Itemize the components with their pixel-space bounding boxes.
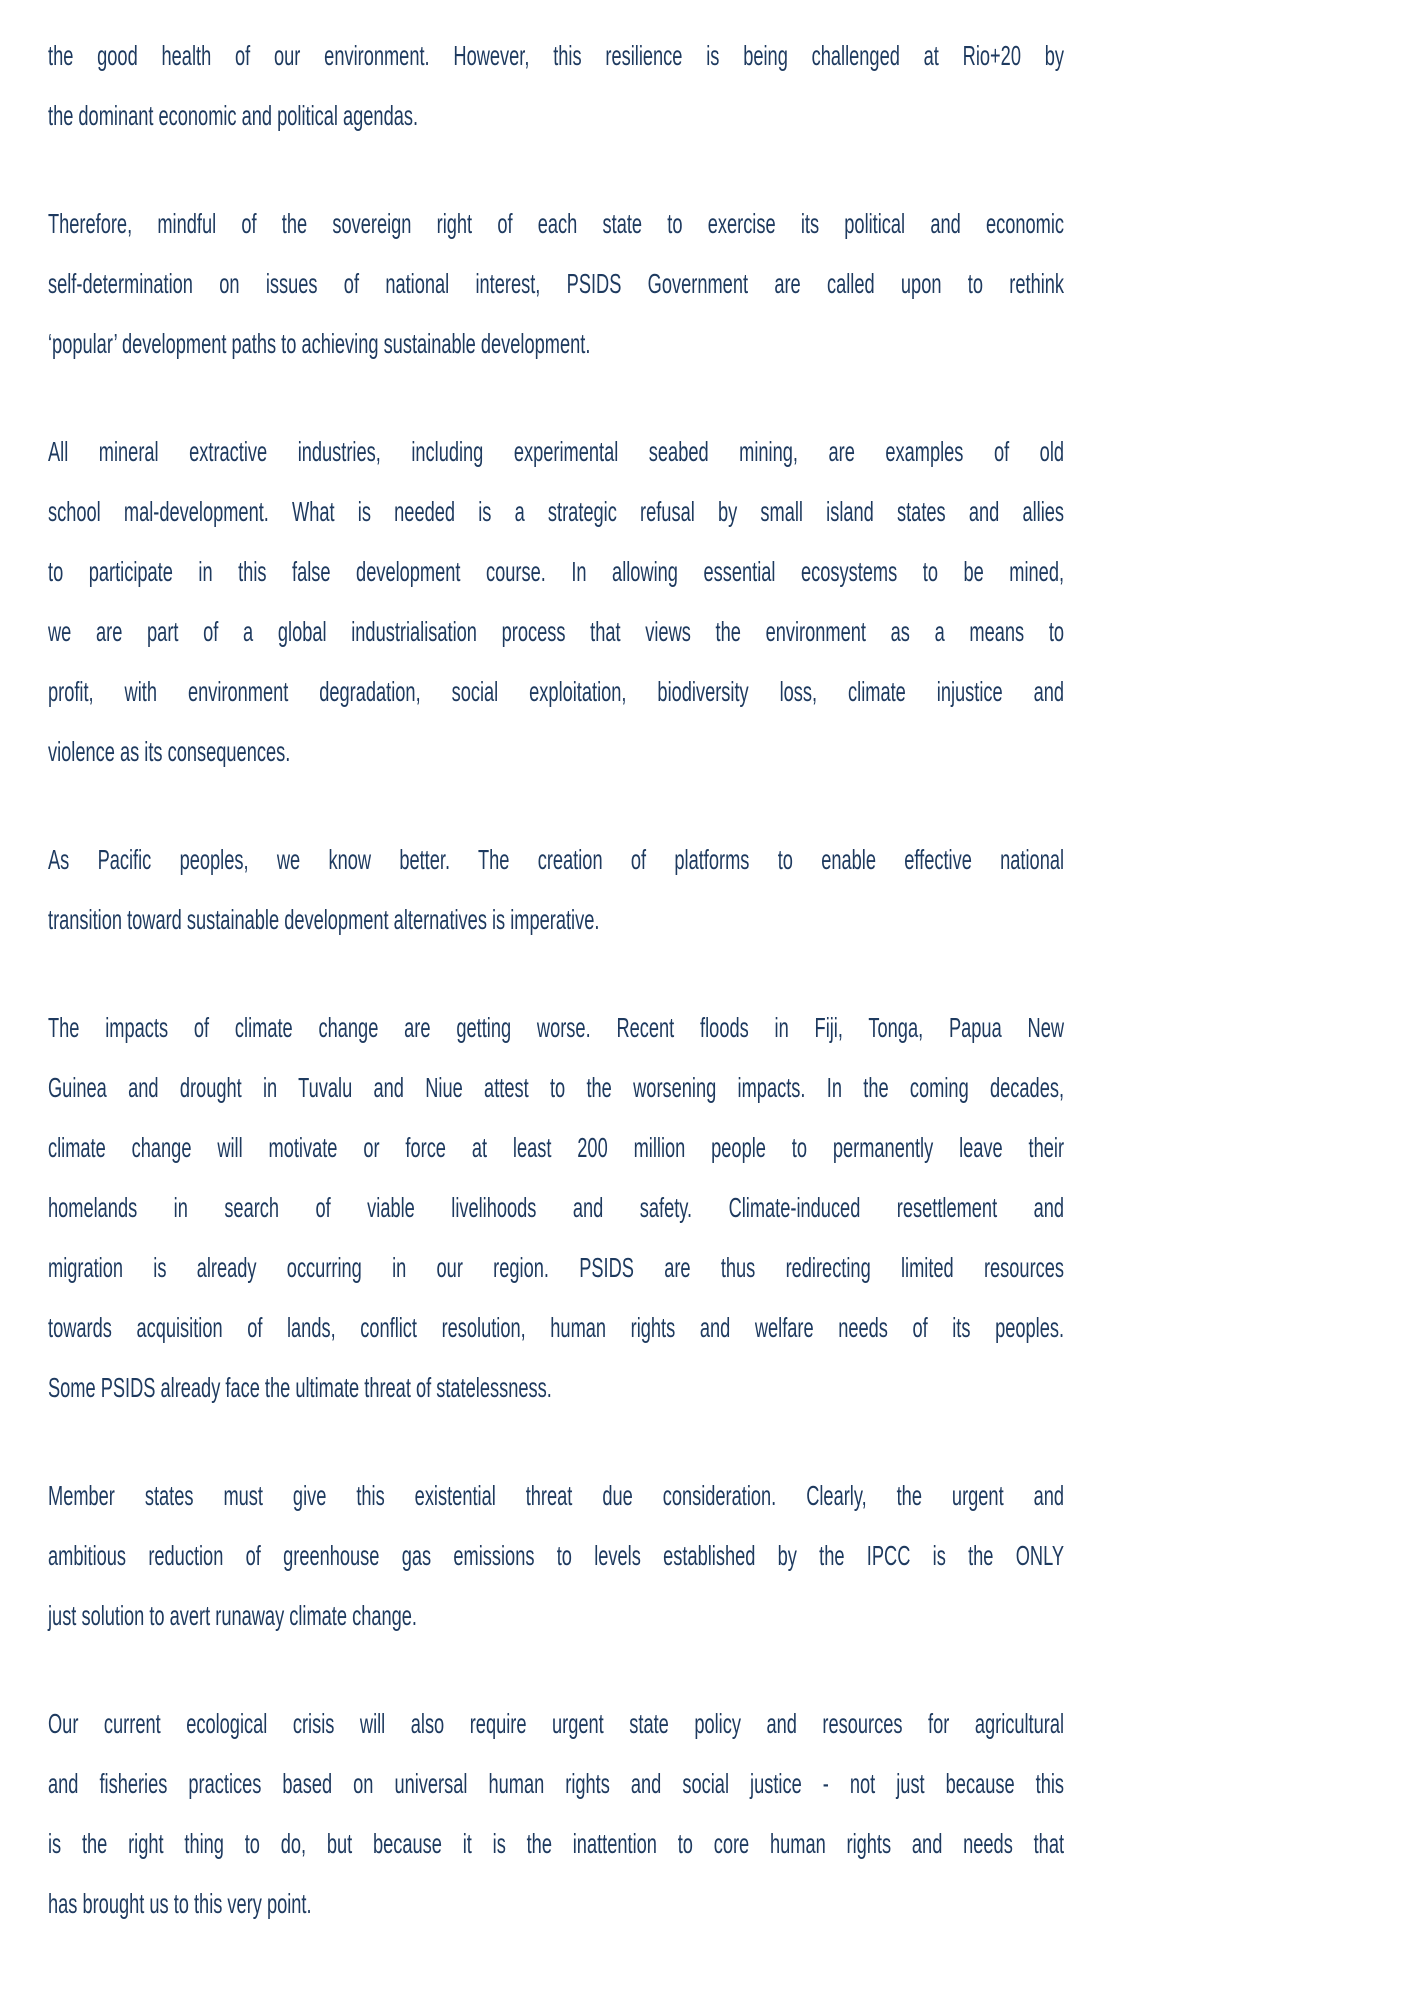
text-line: migration is already occurring in our region. PSIDS are thus redirecting limited resources	[48, 1252, 1065, 1283]
paragraph	[48, 830, 1064, 950]
text-line: homelands in search of viable livelihoods and safety. Climate-induced resettlement and	[48, 1192, 1065, 1223]
paragraph	[48, 998, 1064, 1418]
paragraph	[48, 26, 1064, 146]
text-line: profit, with environment degradation, social exploitation, biodiversity loss, climate injustice and	[48, 676, 1065, 707]
text-line: Guinea and drought in Tuvalu and Niue attest to the worsening impacts. In the coming decades,	[48, 1072, 1065, 1103]
text-line: Our current ecological crisis will also require urgent state policy and resources for agricultural	[48, 1708, 1065, 1739]
text-line: has brought us to this very point.	[48, 1888, 312, 1919]
text-line: Some PSIDS already face the ultimate threat of statelessness.	[48, 1372, 552, 1403]
text-line: towards acquisition of lands, conflict resolution, human rights and welfare needs of its peoples.	[48, 1312, 1065, 1343]
paragraph	[48, 1694, 1064, 1934]
text-line: transition toward sustainable development alternatives is imperative.	[48, 904, 600, 935]
text-line: Therefore, mindful of the sovereign right of each state to exercise its political and economic	[48, 208, 1065, 239]
paragraph	[48, 1466, 1064, 1646]
text-line: and fisheries practices based on universal human rights and social justice - not just because this	[48, 1768, 1065, 1799]
paragraph	[48, 422, 1064, 782]
text-line: climate change will motivate or force at least 200 million people to permanently leave their	[48, 1132, 1065, 1163]
text-line: Member states must give this existential threat due consideration. Clearly, the urgent and	[48, 1480, 1065, 1511]
text-line: to participate in this false development course. In allowing essential ecosystems to be mined,	[48, 556, 1065, 587]
text-line: we are part of a global industrialisation process that views the environment as a means to	[48, 616, 1065, 647]
text-line: All mineral extractive industries, including experimental seabed mining, are examples of old	[48, 436, 1065, 467]
text-line: ‘popular’ development paths to achieving sustainable development.	[48, 328, 591, 359]
text-line: As Pacific peoples, we know better. The creation of platforms to enable effective national	[48, 844, 1065, 875]
document-body	[48, 26, 1064, 1982]
text-line: self-determination on issues of national interest, PSIDS Government are called upon to rethink	[48, 268, 1065, 299]
text-line: the good health of our environment. However, this resilience is being challenged at Rio+20 by	[48, 40, 1065, 71]
text-line: is the right thing to do, but because it is the inattention to core human rights and needs that	[48, 1828, 1065, 1859]
text-line: school mal-development. What is needed is a strategic refusal by small island states and allies	[48, 496, 1065, 527]
paragraph	[48, 194, 1064, 374]
text-line: the dominant economic and political agendas.	[48, 100, 419, 131]
text-line: just solution to avert runaway climate change.	[48, 1600, 417, 1631]
text-line: The impacts of climate change are getting worse. Recent floods in Fiji, Tonga, Papua New	[48, 1012, 1065, 1043]
text-line: violence as its consequences.	[48, 736, 291, 767]
text-line: ambitious reduction of greenhouse gas emissions to levels established by the IPCC is the ONLY	[48, 1540, 1065, 1571]
